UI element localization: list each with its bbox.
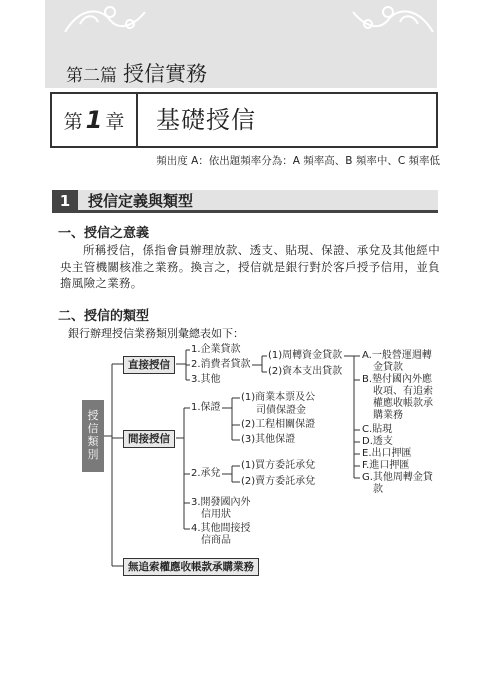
chapter-suffix: 章	[105, 111, 125, 133]
direct-item: 1.企業貸款	[191, 344, 241, 355]
section-title: 授信定義與類型	[88, 192, 194, 210]
guarantee-item: (3)其他保證	[241, 434, 296, 445]
indirect-item: 3.開發國內外	[191, 497, 251, 508]
indirect-item: 信商品	[201, 535, 231, 546]
frequency-note: 頻出度 A：依出題頻率分為：A 頻率高、B 頻率中、C 頻率低	[156, 155, 440, 167]
direct-credit-box: 直接授信	[123, 356, 175, 374]
indirect-item: 信用狀	[201, 509, 231, 520]
purpose-item: G.其他周轉金貸	[362, 472, 433, 483]
purpose-item: D.透支	[362, 436, 393, 447]
guarantee-item: 司債保證金	[256, 405, 306, 416]
purpose-item: 金貸款	[373, 362, 403, 373]
purpose-item: F.進口押匯	[362, 460, 410, 471]
purpose-item: 購業務	[373, 410, 403, 421]
root-char: 信	[87, 422, 99, 435]
section-number: 1	[52, 190, 78, 213]
indirect-item: 4.其他間接授	[191, 523, 251, 534]
purpose-item: 收項、有追索	[373, 386, 433, 397]
root-char: 別	[87, 448, 99, 461]
credit-type-root-label	[82, 400, 104, 472]
root-char: 類	[87, 435, 99, 448]
guarantee-item: (2)工程相關保證	[241, 419, 316, 430]
chapter-number: 1	[85, 106, 103, 134]
part-title: 授信實務	[123, 62, 207, 86]
purpose-item: B.墊付國內外應	[362, 374, 433, 385]
definition-paragraph: 所稱授信，係指會員辦理放款、透支、貼現、保證、承兌及其他經中央主管機關核准之業務。換言之，授信就是銀行對於客戶授予信用，並負擔風險之業務。	[60, 243, 440, 290]
acceptance-item: (2)賣方委託承兌	[241, 476, 316, 487]
indirect-credit-box: 間接授信	[123, 430, 175, 448]
direct-item: 3.其他	[191, 374, 221, 385]
root-char: 授	[87, 409, 99, 422]
chapter-title: 基礎授信	[156, 106, 256, 134]
acceptance-item: (1)買方委託承兌	[241, 460, 316, 471]
purpose-item: A.一般營運週轉	[362, 350, 432, 361]
part-label: 第二篇	[66, 66, 117, 86]
subsection-heading-types: 二、授信的類型	[58, 309, 150, 324]
purpose-item: E.出口押匯	[362, 448, 412, 459]
no-recourse-box: 無追索權應收帳款承購業務	[123, 558, 259, 576]
working-capital-item: (2)資本支出貸款	[268, 366, 343, 377]
purpose-item: C.貼現	[362, 424, 393, 435]
working-capital-item: (1)周轉資金貸款	[268, 350, 343, 361]
subsection-heading-meaning: 一、授信之意義	[58, 226, 150, 241]
purpose-item: 款	[373, 484, 383, 495]
chapter-prefix: 第	[63, 111, 83, 133]
indirect-item: 2.承兌	[191, 468, 221, 479]
purpose-item: 權應收帳款承	[373, 398, 433, 409]
guarantee-item: (1)商業本票及公	[241, 392, 316, 403]
direct-item: 2.消費者貸款	[191, 359, 251, 370]
indirect-item: 1.保證	[191, 402, 221, 413]
types-intro: 銀行辦理授信業務類別彙總表如下：	[68, 327, 244, 340]
